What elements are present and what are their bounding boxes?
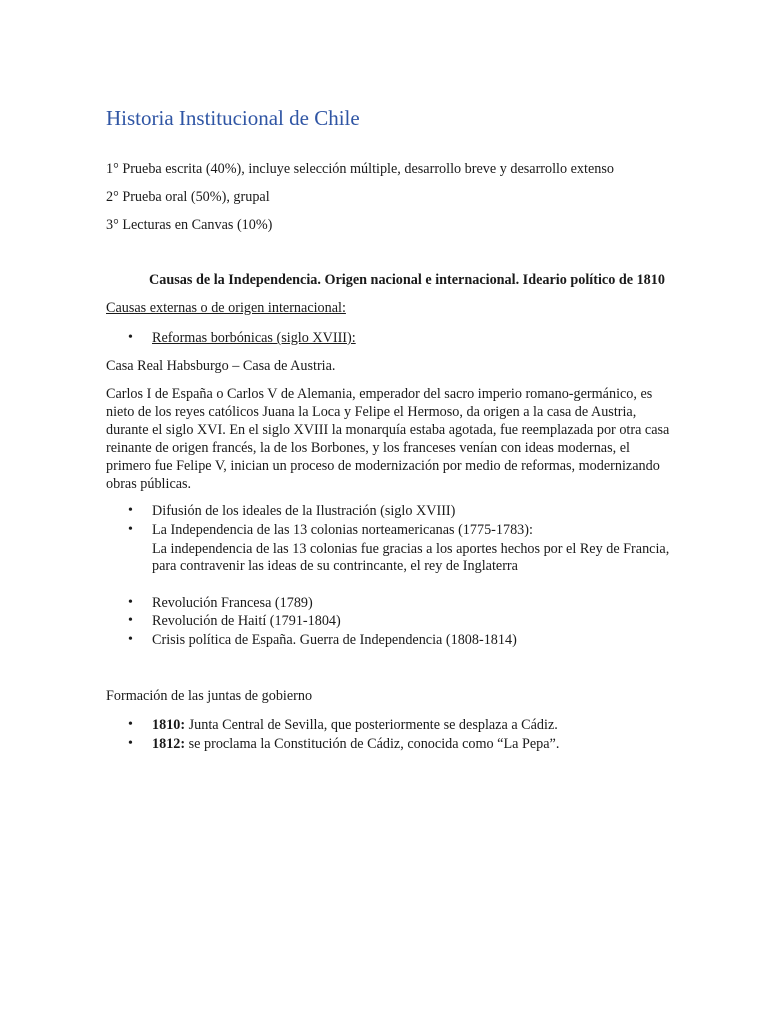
paragraph-line: nieto de los reyes católicos Juana la Loca y Felipe el Hermoso, da origen a la casa de Austria,: [106, 404, 637, 420]
evaluation-item-3: 3° Lecturas en Canvas (10%): [106, 217, 273, 233]
cause-item-13-colonies: La Independencia de las 13 colonias norteamericanas (1775-1783):: [152, 522, 533, 538]
cause-item-illustration: Difusión de los ideales de la Ilustración (siglo XVIII): [152, 503, 456, 519]
section-heading: Causas de la Independencia. Origen nacional e internacional. Ideario político de 1810: [149, 272, 665, 288]
junta-item-1810: [152, 716, 558, 734]
junta-text: Junta Central de Sevilla, que posteriormente se desplaza a Cádiz.: [185, 717, 558, 733]
cause-item-haiti: Revolución de Haití (1791-1804): [152, 613, 341, 629]
evaluation-item-1: 1° Prueba escrita (40%), incluye selección múltiple, desarrollo breve y desarrollo extenso: [106, 161, 614, 177]
document-title: Historia Institucional de Chile: [106, 106, 360, 130]
bourbon-reforms-item: Reformas borbónicas (siglo XVIII):: [152, 330, 356, 346]
junta-item-1812: [152, 735, 559, 753]
bullet-icon: •: [128, 632, 133, 647]
bullet-icon: •: [128, 717, 133, 732]
junta-text: se proclama la Constitución de Cádiz, conocida como “La Pepa”.: [185, 736, 560, 752]
bullet-icon: •: [128, 522, 133, 537]
cause-item-french-revolution: Revolución Francesa (1789): [152, 595, 313, 611]
casa-real-line: Casa Real Habsburgo – Casa de Austria.: [106, 358, 336, 374]
colonies-detail-line: La independencia de las 13 colonias fue gracias a los aportes hechos por el Rey de Francia,: [152, 541, 670, 557]
cause-item-spain-crisis: Crisis política de España. Guerra de Independencia (1808-1814): [152, 632, 517, 648]
juntas-label: Formación de las juntas de gobierno: [106, 688, 313, 704]
junta-year: 1812:: [152, 736, 186, 752]
paragraph-line: obras públicas.: [106, 476, 192, 492]
bullet-icon: •: [128, 503, 133, 518]
colonies-detail-line: para contravenir las ideas de su contrincante, el rey de Inglaterra: [152, 558, 518, 574]
paragraph-line: durante el siglo XVI. En el siglo XVIII la monarquía estaba agotada, fue reemplazada por otra casa: [106, 422, 670, 438]
paragraph-line: reinante de origen francés, la de los Borbones, y los franceses venían con ideas modernas, el: [106, 440, 630, 456]
paragraph-line: primero fue Felipe V, inician un proceso de modernización por medio de reformas, modernizando: [106, 458, 660, 474]
external-causes-label: Causas externas o de origen internacional:: [106, 300, 346, 316]
bullet-icon: •: [128, 613, 133, 628]
carlos-paragraph: [106, 385, 670, 493]
bullet-icon: •: [128, 736, 133, 751]
bullet-icon: •: [128, 595, 133, 610]
bullet-icon: •: [128, 330, 133, 345]
evaluation-item-2: 2° Prueba oral (50%), grupal: [106, 189, 270, 205]
junta-year: 1810:: [152, 717, 186, 733]
paragraph-line: Carlos I de España o Carlos V de Alemania, emperador del sacro imperio romano-germánico, es: [106, 386, 653, 402]
